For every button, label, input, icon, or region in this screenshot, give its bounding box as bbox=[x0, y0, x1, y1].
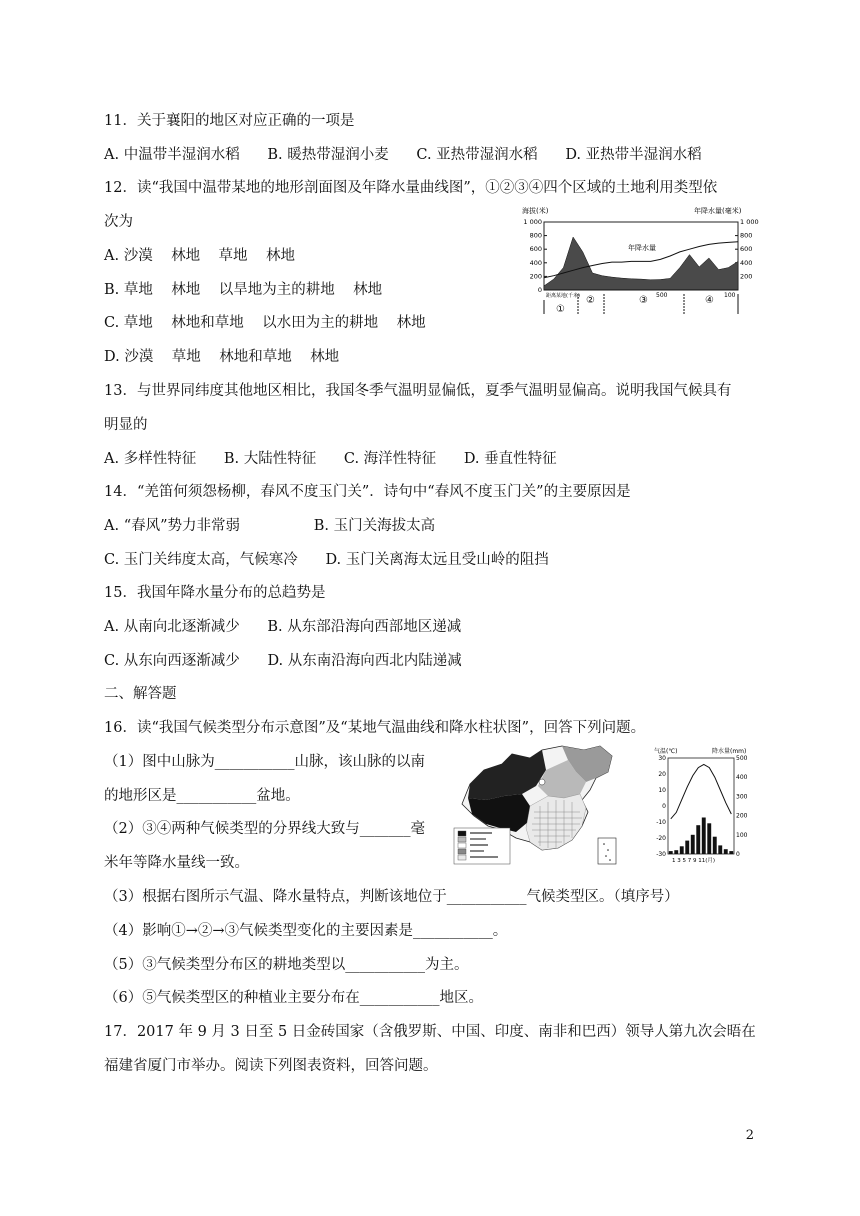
q16-stem: 16．读“我国气候类型分布示意图”及“某地气温曲线和降水柱状图”，回答下列问题。 bbox=[104, 720, 646, 736]
q12-option-c: C. 草地 林地和草地 以水田为主的耕地 林地 bbox=[104, 315, 426, 331]
q16-part3: （3）根据右图所示气温、降水量特点，判断该地位于___________气候类型区。（填序号） bbox=[104, 889, 679, 905]
precip-bar bbox=[669, 851, 673, 854]
q12-option-a: A. 沙漠 林地 草地 林地 bbox=[104, 248, 295, 264]
q16-part6: （6）⑤气候类型区的种植业主要分布在___________地区。 bbox=[104, 990, 483, 1006]
month-labels: 1 3 5 7 9 11(月) bbox=[672, 858, 716, 864]
q12-option-d: D. 沙漠 草地 林地和草地 林地 bbox=[104, 349, 340, 365]
precip-bar bbox=[696, 825, 700, 854]
temp-axis-title: 气温(℃) bbox=[654, 748, 678, 755]
precip-axis-title: 降水量(mm) bbox=[712, 748, 747, 755]
q14-options-cd: C. 玉门关纬度太高，气候寒冷 D. 玉门关离海太远且受山岭的阻挡 bbox=[104, 552, 549, 568]
zone-1: ① bbox=[556, 304, 565, 315]
left-tick-label: 1 000 bbox=[523, 218, 542, 226]
right-axis-title: 年降水量(毫米) bbox=[694, 207, 742, 215]
climate-graph bbox=[644, 742, 752, 870]
legend-swatches bbox=[458, 831, 466, 860]
q13-stem-line1: 13．与世界同纬度其他地区相比，我国冬季气温明显偏低，夏季气温明显偏高。说明我国气候具有 bbox=[104, 383, 732, 399]
zone-2: ② bbox=[586, 295, 595, 306]
precip-bar bbox=[680, 846, 684, 854]
x-axis-note: 距离某地(千米) bbox=[546, 293, 580, 299]
q16-part1-line2: 的地形区是___________盆地。 bbox=[104, 788, 300, 804]
china-climate-map bbox=[450, 742, 632, 870]
precip-tick-label: 300 bbox=[736, 793, 748, 801]
precip-bar bbox=[685, 841, 689, 854]
section-title: 二、解答题 bbox=[104, 686, 177, 702]
page-number: 2 bbox=[745, 1128, 754, 1143]
right-tick-label: 800 bbox=[740, 231, 753, 240]
q16-part4: （4）影响①→②→③气候类型变化的主要因素是___________。 bbox=[104, 923, 508, 939]
q16-part2-line1: （2）③④两种气候类型的分界线大致与_______毫 bbox=[104, 821, 425, 837]
right-tick-label: 600 bbox=[740, 245, 753, 254]
q11-stem: 11．关于襄阳的地区对应正确的一项是 bbox=[104, 113, 355, 129]
q14-stem: 14．“羌笛何须怨杨柳，春风不度玉门关”．诗句中“春风不度玉门关”的主要原因是 bbox=[104, 484, 631, 500]
q11-options: A. 中温带半湿润水稻 B. 暖热带湿润小麦 C. 亚热带湿润水稻 D. 亚热带半湿润水稻 bbox=[104, 147, 702, 163]
zone-3: ③ bbox=[639, 295, 648, 306]
left-axis-title: 海拔(米) bbox=[522, 207, 549, 215]
precip-tick-label: 0 bbox=[736, 851, 740, 858]
temp-tick-label: 20 bbox=[658, 771, 666, 778]
precip-bar bbox=[713, 837, 717, 854]
precip-tick-label: 100 bbox=[736, 831, 748, 839]
q17-line1: 17．2017 年 9 月 3 日至 5 日金砖国家（含俄罗斯、中国、印度、南非和巴西）领导人第九次会晤在 bbox=[104, 1024, 756, 1040]
q14-options-ab: A. “春风”势力非常弱 B. 玉门关海拔太高 bbox=[104, 518, 436, 534]
zone-4: ④ bbox=[705, 295, 714, 306]
left-tick-label: 0 bbox=[537, 286, 542, 294]
left-tick-label: 600 bbox=[529, 245, 542, 254]
left-tick-label: 800 bbox=[529, 231, 542, 240]
temp-tick-label: 30 bbox=[658, 755, 666, 762]
right-tick-label: 200 bbox=[740, 272, 753, 281]
left-tick-label: 200 bbox=[529, 272, 542, 281]
q16-part2-line2: 米年等降水量线一致。 bbox=[104, 855, 249, 871]
x-tick-100: 100 bbox=[724, 292, 736, 299]
q16-part5: （5）③气候类型分布区的耕地类型以___________为主。 bbox=[104, 957, 469, 973]
q13-stem-line2: 明显的 bbox=[104, 417, 148, 433]
x-tick-500: 500 bbox=[656, 292, 668, 299]
temp-tick-label: -20 bbox=[656, 835, 666, 842]
precip-bar bbox=[729, 851, 733, 854]
precipitation-curve-label: 年降水量 bbox=[628, 244, 656, 252]
temp-tick-label: 10 bbox=[658, 787, 666, 794]
temp-tick-label: -30 bbox=[656, 851, 666, 858]
q13-options: A. 多样性特征 B. 大陆性特征 C. 海洋性特征 D. 垂直性特征 bbox=[104, 451, 557, 467]
precip-bar bbox=[691, 835, 695, 854]
right-tick-label: 400 bbox=[740, 258, 753, 267]
q17-line2: 福建省厦门市举办。阅读下列图表资料，回答问题。 bbox=[104, 1058, 438, 1074]
q12-option-b: B. 草地 林地 以旱地为主的耕地 林地 bbox=[104, 282, 383, 298]
temp-tick-label: -10 bbox=[656, 819, 666, 826]
climate-plot-frame bbox=[668, 758, 734, 854]
temperature-curve bbox=[671, 764, 732, 818]
precip-bar bbox=[707, 823, 711, 854]
q16-part1-line1: （1）图中山脉为___________山脉，该山脉的以南 bbox=[104, 754, 425, 770]
q15-stem: 15．我国年降水量分布的总趋势是 bbox=[104, 585, 326, 601]
q15-options-cd: C. 从东向西逐渐减少 D. 从东南沿海向西北内陆递减 bbox=[104, 653, 462, 669]
climate-region-plateau bbox=[468, 794, 530, 832]
precip-bar bbox=[724, 849, 728, 854]
q12-stem-line2: 次为 bbox=[104, 214, 133, 230]
right-tick-label: 1 000 bbox=[740, 218, 759, 226]
terrain-profile-figure bbox=[516, 204, 759, 316]
precip-bar bbox=[718, 845, 722, 854]
precip-tick-label: 200 bbox=[736, 812, 748, 820]
south-china-sea-inset bbox=[598, 838, 616, 864]
precip-bar bbox=[674, 850, 678, 854]
temp-tick-label: 0 bbox=[662, 803, 666, 810]
precip-bar bbox=[702, 818, 706, 855]
precip-tick-label: 500 bbox=[736, 755, 748, 762]
precip-tick-label: 400 bbox=[736, 774, 748, 782]
region-marker bbox=[539, 779, 545, 785]
q15-options-ab: A. 从南向北逐渐减少 B. 从东部沿海向西部地区递减 bbox=[104, 619, 462, 635]
left-tick-label: 400 bbox=[529, 258, 542, 267]
q12-stem-line1: 12．读“我国中温带某地的地形剖面图及年降水量曲线图”，①②③④四个区域的土地利用类型依 bbox=[104, 180, 718, 196]
